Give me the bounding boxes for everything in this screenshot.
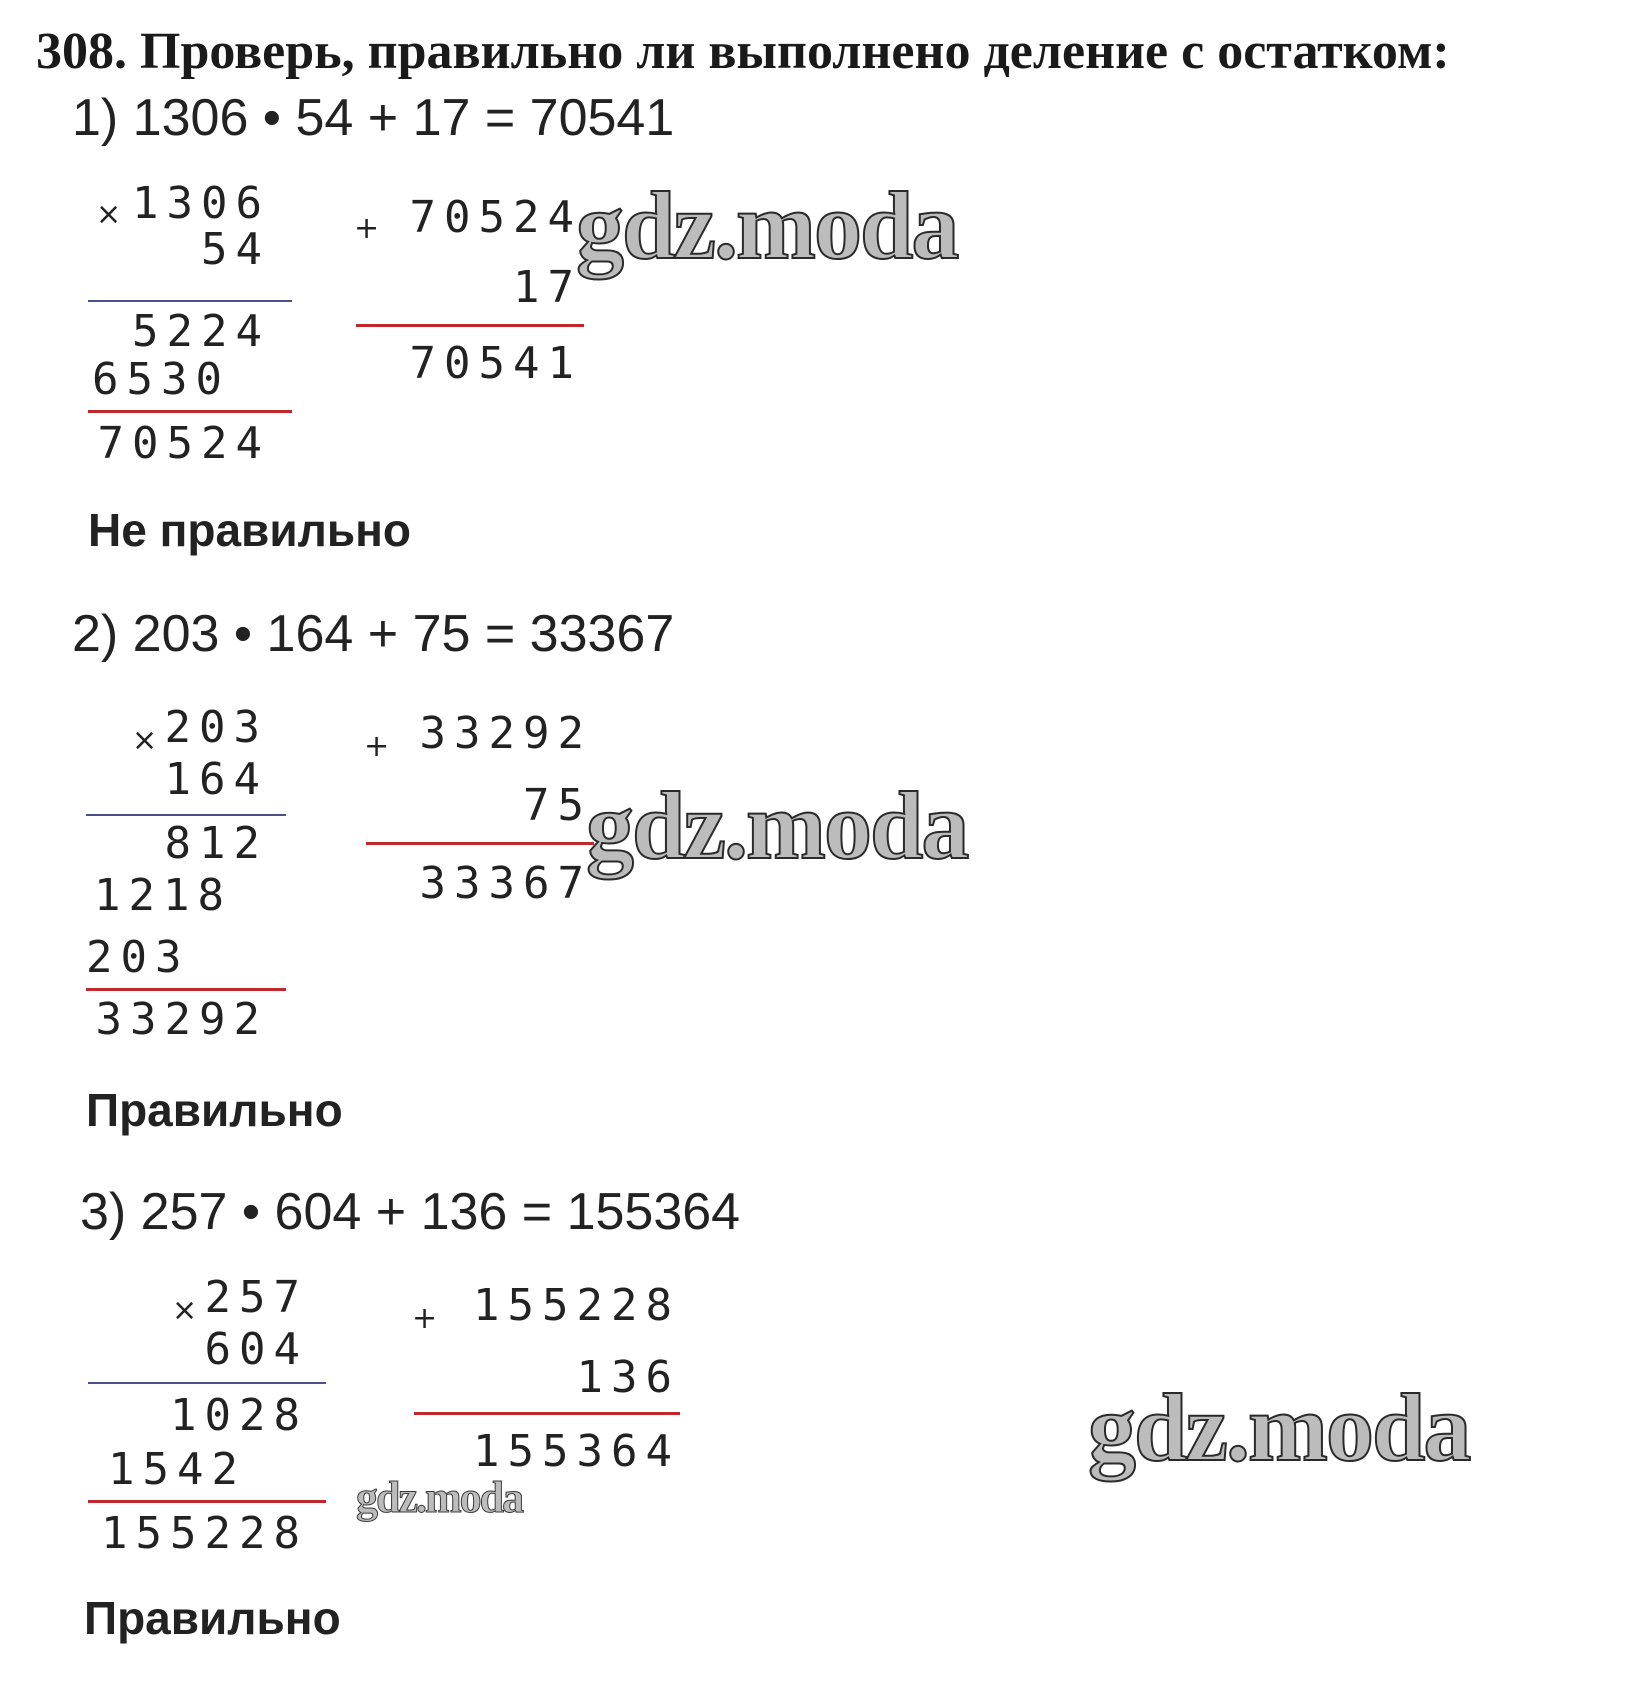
times-sign: × [172,1293,198,1328]
task-title: 308. Проверь, правильно ли выполнено деление с остатком: [36,23,1450,80]
product: 33292 [95,994,268,1045]
verdict-2: Правильно [86,1084,343,1136]
rule-line [88,1382,326,1384]
rule-line [88,300,292,302]
addend: 17 [513,262,582,313]
times-sign: × [132,723,158,758]
rule-line [88,410,292,413]
watermark: gdz.moda [586,772,968,879]
equation-3: 3) 257 • 604 + 136 = 155364 [80,1183,741,1241]
equation-1: 1) 1306 • 54 + 17 = 70541 [72,89,675,147]
addend: 136 [576,1352,680,1403]
addend: 75 [523,780,592,831]
times-sign: × [96,197,122,232]
rule-line [356,324,584,327]
sum: 70541 [409,338,582,389]
multiplicand: 1306 [132,178,270,229]
plus-sign: + [364,729,390,764]
partial-product: 1542 [108,1444,246,1495]
multiplicand: 203 [164,702,268,753]
addend: 33292 [419,708,592,759]
partial-product: 1028 [170,1390,308,1441]
partial-product: 203 [86,932,190,983]
partial-product: 6530 [92,354,230,405]
multiplier: 54 [201,224,270,275]
partial-product: 1218 [94,870,232,921]
rule-line [88,1500,326,1503]
sum: 33367 [419,858,592,909]
watermark: gdz.moda [356,1473,523,1522]
product: 155228 [101,1508,308,1559]
verdict-1: Не правильно [88,504,411,556]
plus-sign: + [354,211,380,246]
partial-product: 5224 [132,306,270,357]
addend: 70524 [409,192,582,243]
watermark: gdz.moda [1088,1374,1470,1481]
rule-line [414,1412,680,1415]
multiplicand: 257 [204,1272,308,1323]
rule-line [86,988,286,991]
multiplier: 604 [204,1324,308,1375]
rule-line [366,842,594,845]
product: 70524 [97,418,270,469]
equation-2: 2) 203 • 164 + 75 = 33367 [72,605,675,663]
verdict-3: Правильно [84,1592,341,1644]
watermark: gdz.moda [576,172,958,279]
multiplier: 164 [164,754,268,805]
sum: 155364 [473,1426,680,1477]
partial-product: 812 [164,818,268,869]
rule-line [86,814,286,816]
addend: 155228 [473,1280,680,1331]
plus-sign: + [412,1301,438,1336]
